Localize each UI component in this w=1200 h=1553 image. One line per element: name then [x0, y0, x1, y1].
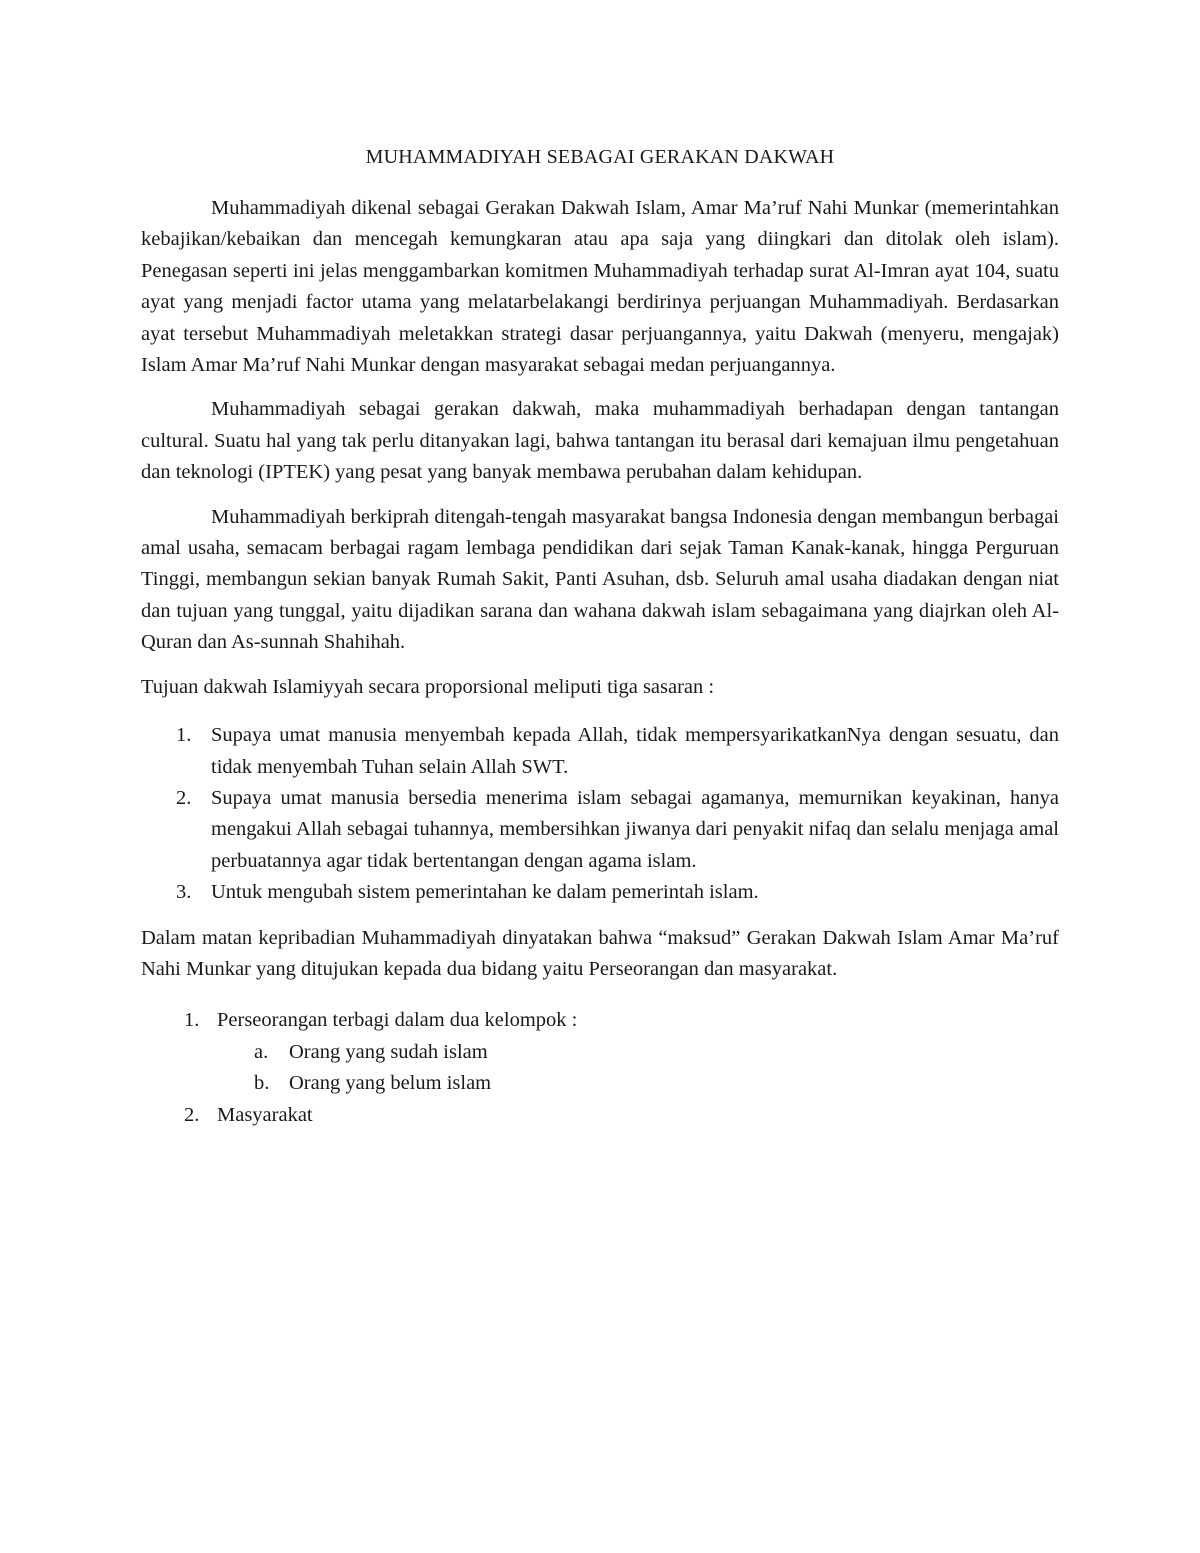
list-item [141, 783, 1059, 877]
paragraph-matan: Dalam matan kepribadian Muhammadiyah dinyatakan bahwa “maksud” Gerakan Dakwah Islam Amar Ma’ruf Nahi Munkar yang ditujukan kepada dua bidang yaitu Perseorangan dan masyarakat. [141, 926, 1059, 980]
document-page [141, 143, 1059, 1131]
paragraph-amal-usaha: Muhammadiyah berkiprah ditengah-tengah masyarakat bangsa Indonesia dengan membangun berbagai amal usaha, semacam berbagai ragam lembaga pendidikan dari sejak Taman Kanak-kanak, hingga Perguruan Tinggi, membangun sekian banyak Rumah Sakit, Panti Asuhan, dsb. Seluruh amal usaha diadakan dengan niat dan tujuan yang tunggal, yaitu dijadikan sarana dan wahana dakwah islam sebagaimana yang diajrkan oleh Al-Quran dan As-sunnah Shahihah. [141, 505, 1059, 654]
list-item-text: Perseorangan terbagi dalam dua kelompok : [217, 1009, 578, 1032]
sub-list-letter: a. [254, 1040, 269, 1063]
list-number: 2. [184, 1103, 200, 1126]
fields-list [141, 1005, 1059, 1131]
document-title: MUHAMMADIYAH SEBAGAI GERAKAN DAKWAH [365, 146, 835, 168]
sub-list-item-text: Orang yang sudah islam [289, 1040, 488, 1063]
paragraph-intro: Muhammadiyah dikenal sebagai Gerakan Dakwah Islam, Amar Ma’ruf Nahi Munkar (memerintahkan kebajikan/kebaikan dan mencegah kemungkaran atau apa saja yang diingkari dan ditolak oleh islam). Penegasan seperti ini jelas menggambarkan komitmen Muhammadiyah terhadap surat Al-Imran ayat 104, suatu ayat yang menjadi factor utama yang melatarbelakangi berdirinya perjuangan Muhammadiyah. Berdasarkan ayat tersebut Muhammadiyah meletakkan strategi dasar perjuangannya, yaitu Dakwah (menyeru, mengajak) Islam Amar Ma’ruf Nahi Munkar dengan masyarakat sebagai medan perjuangannya. [141, 197, 1059, 377]
goals-intro: Tujuan dakwah Islamiyyah secara proporsional meliputi tiga sasaran : [141, 675, 715, 698]
list-number: 3. [176, 881, 192, 904]
paragraph-cultural-challenge: Muhammadiyah sebagai gerakan dakwah, maka muhammadiyah berhadapan dengan tantangan cultural. Suatu hal yang tak perlu ditanyakan lagi, bahwa tantangan itu berasal dari kemajuan ilmu pengetahuan dan teknologi (IPTEK) yang pesat yang banyak membawa perubahan dalam kehidupan. [141, 398, 1059, 484]
list-number: 1. [176, 724, 192, 747]
list-item-text: Masyarakat [217, 1103, 313, 1126]
list-number: 1. [184, 1009, 200, 1032]
list-item [141, 720, 1059, 783]
sub-list-item [217, 1037, 1059, 1068]
list-item [141, 1100, 1059, 1131]
sub-list-item-text: Orang yang belum islam [289, 1072, 492, 1095]
sub-list-item [217, 1068, 1059, 1099]
sub-list-letter: b. [254, 1072, 270, 1095]
list-number: 2. [176, 786, 192, 809]
list-item [141, 1005, 1059, 1099]
list-item [141, 877, 1059, 908]
list-item-text: Untuk mengubah sistem pemerintahan ke dalam pemerintah islam. [211, 881, 759, 904]
sub-list [217, 1037, 1059, 1100]
list-item-text: Supaya umat manusia bersedia menerima islam sebagai agamanya, memurnikan keyakinan, hanya mengakui Allah sebagai tuhannya, membersihkan jiwanya dari penyakit nifaq dan selalu menjaga amal perbuatannya agar tidak bertentangan dengan agama islam. [211, 786, 1059, 872]
list-item-text: Supaya umat manusia menyembah kepada Allah, tidak mempersyarikatkanNya dengan sesuatu, dan tidak menyembah Tuhan selain Allah SWT. [211, 724, 1059, 778]
goals-list [141, 720, 1059, 908]
